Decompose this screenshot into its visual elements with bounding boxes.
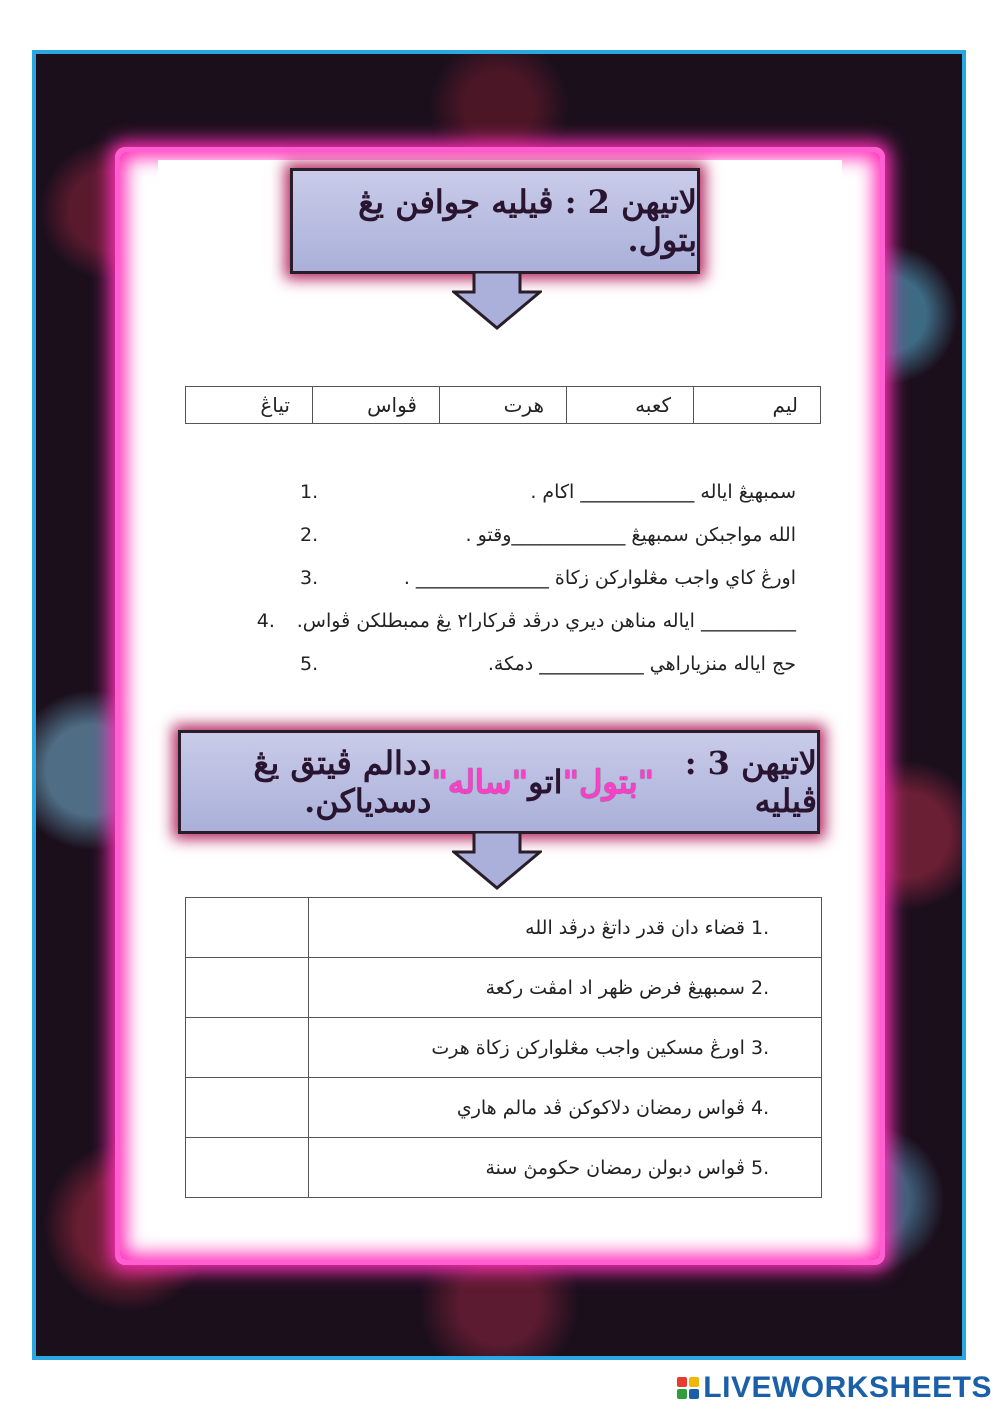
statement-cell xyxy=(309,1138,822,1198)
section3-title xyxy=(178,730,820,834)
answer-box[interactable] xyxy=(186,1018,309,1078)
answer-box[interactable] xyxy=(186,958,309,1018)
answer-box[interactable] xyxy=(186,1138,309,1198)
logo-text: LIVEWORKSHEETS xyxy=(703,1371,992,1404)
statement-cell xyxy=(309,898,822,958)
liveworksheets-logo xyxy=(677,1371,992,1405)
statement-text: قضاء دان قدر داتڠ درڤد الله xyxy=(525,916,745,939)
question-number: 1. xyxy=(300,480,319,503)
section2-title xyxy=(290,168,700,274)
statement-cell xyxy=(309,1018,822,1078)
statement-number: 3. xyxy=(751,1036,770,1059)
question-number: 3. xyxy=(300,566,319,589)
question-number: 5. xyxy=(300,652,319,675)
word-bank-cell[interactable]: هرت xyxy=(440,387,567,424)
down-arrow-icon xyxy=(452,832,542,890)
statement-number: 5. xyxy=(751,1156,770,1179)
true-false-table xyxy=(185,897,822,1198)
question-text[interactable]: سمبهيڠ اياله ____________ اكام . xyxy=(530,480,796,503)
question-number: 2. xyxy=(300,523,319,546)
table-row xyxy=(186,1078,822,1138)
question-text[interactable]: حج اياله منزياراهي ___________ دمكة. xyxy=(487,652,796,675)
table-row xyxy=(186,958,822,1018)
question-text[interactable]: __________ اياله مناهن ديري درڤد ڤركارا٢ يڠ ممبطلكن ڤواس. xyxy=(296,609,796,632)
word-bank-cell[interactable]: ڤواس xyxy=(313,387,440,424)
question-item xyxy=(300,513,810,556)
question-item xyxy=(300,556,810,599)
statement-cell xyxy=(309,1078,822,1138)
word-bank-cell[interactable]: كعبه xyxy=(567,387,694,424)
question-item xyxy=(300,642,810,685)
word-bank-cell[interactable]: ليم xyxy=(694,387,821,424)
statement-text: ڤواس دبولن رمضان حكومڽ سنة xyxy=(485,1156,745,1179)
section2-title-text: لاتيهن 2 : ڤيليه جوافن يڠ بتول. xyxy=(358,183,697,259)
answer-box[interactable] xyxy=(186,1078,309,1138)
answer-box[interactable] xyxy=(186,898,309,958)
section3-title-true-word: "بتول" xyxy=(562,763,655,801)
statement-number: 4. xyxy=(751,1096,770,1119)
section3-title-false-word: "ساله" xyxy=(431,763,529,801)
question-number: 4. xyxy=(256,609,275,632)
section3-title-prefix: لاتيهن 3 : ڤيليه xyxy=(684,744,817,820)
question-item xyxy=(300,470,810,513)
statement-number: 1. xyxy=(751,916,770,939)
section3-title-middle: اتو xyxy=(528,763,563,801)
question-text[interactable]: اورڠ كاي واجب مڠلواركن زكاة ______________ . xyxy=(403,566,796,589)
table-row xyxy=(186,1138,822,1198)
section3-title-suffix: ددالم ڤيتق يڠ دسدياكن. xyxy=(253,744,432,820)
word-bank-cell[interactable]: تياڠ xyxy=(186,387,313,424)
question-item xyxy=(256,599,810,642)
logo-mark-icon xyxy=(677,1377,699,1399)
down-arrow-icon xyxy=(452,272,542,330)
fill-in-question-list xyxy=(256,470,810,685)
question-text[interactable]: الله مواجبكن سمبهيڠ ____________وقتو . xyxy=(465,523,796,546)
statement-text: سمبهيڠ فرض ظهر اد امڤت ركعة xyxy=(485,976,745,999)
statement-number: 2. xyxy=(751,976,770,999)
word-bank-table xyxy=(185,386,821,424)
statement-cell xyxy=(309,958,822,1018)
statement-text: اورڠ مسكين واجب مڠلواركن زكاة هرت xyxy=(431,1036,745,1059)
table-row xyxy=(186,1018,822,1078)
statement-text: ڤواس رمضان دلاكوكن ڤد مالم هاري xyxy=(456,1096,745,1119)
table-row xyxy=(186,898,822,958)
